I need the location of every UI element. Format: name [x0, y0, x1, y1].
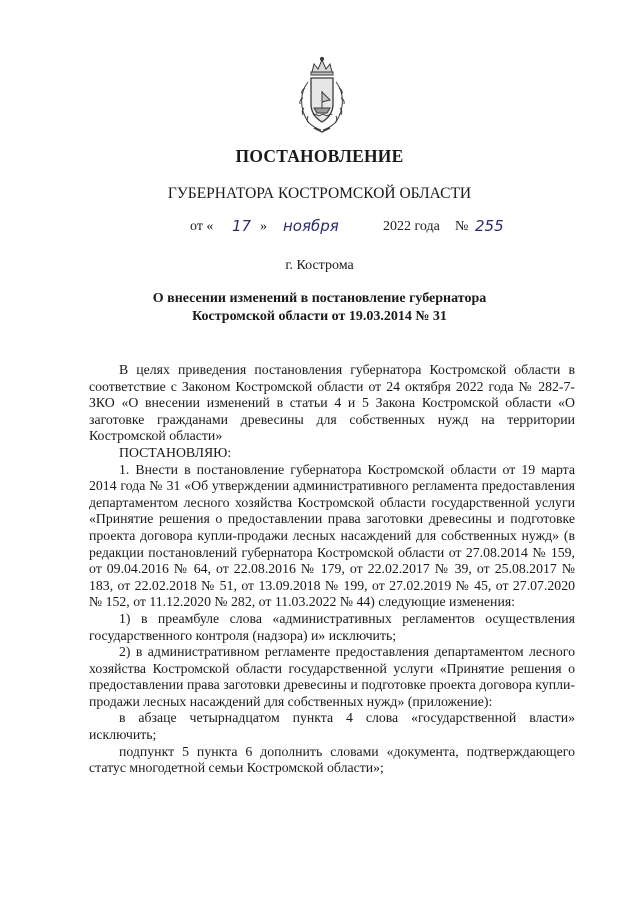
subclause-1-paragraph: 1) в преамбуле слова «административных регламентов осуществления государственного контроля (надзора) и» исключить; — [89, 610, 575, 643]
handwritten-day: 17 — [232, 217, 252, 235]
date-prefix: от « — [190, 219, 214, 234]
issuer-line: ГУБЕРНАТОРА КОСТРОМСКОЙ ОБЛАСТИ — [167, 185, 472, 202]
clause-1-paragraph: 1. Внести в постановление губернатора Костромской области от 19 марта 2014 года № 31 «Об утверждении административного регламента предоставления департаментом лесного хозяйства Костромской области государственной услуги «Принятие решения о предоставлении права заготовки древесины и подготовке проекта договора купли-продажи лесных насаждений для собственных нужд» (в редакции постановлений губернатора Костромской области от 27.08.2014 № 159, от 09.04.2016 № 64, от 22.08.2016 № 179, от 22.02.2017 № 39, от 25.08.2017 № 183, от 22.02.2018 № 51, от 13.09.2018 № 199, от 27.02.2019 № 45, от 27.07.2020 № 152, от 11.12.2020 № 282, от 11.03.2022 № 44) следующие изменения: — [89, 461, 575, 610]
year-text: 2022 года — [383, 219, 440, 234]
subject-line-2: Костромской области от 19.03.2014 № 31 — [192, 309, 447, 324]
subject-line-1: О внесении изменений в постановление губернатора — [152, 291, 487, 306]
handwritten-month: ноября — [283, 217, 339, 235]
preamble-paragraph: В целях приведения постановления губернатора Костромской области в соответствие с Законом Костромской области от 24 октября 2022 года № 282-7-ЗКО «О внесении изменений в статьи 4 и 5 Закона Костромской области «О заготовке гражданами древесины для собственных нужд на территории Костромской области» — [89, 362, 575, 444]
subclause-2-paragraph: 2) в административном регламенте предоставления департаментом лесного хозяйства Костромской области государственной услуги «Принятие решения о предоставлении права заготовки древесины и подготовке проекта договора купли-продажи лесных насаждений для собственных нужд» (приложение): — [89, 644, 575, 709]
date-close-quote: » — [260, 219, 267, 234]
resolve-paragraph: ПОСТАНОВЛЯЮ: — [119, 444, 232, 460]
handwritten-number: 255 — [475, 217, 504, 235]
subject-heading — [0, 290, 639, 326]
document-body — [89, 362, 575, 777]
amendment-paragraph-2: подпункт 5 пункта 6 дополнить словами «документа, подтверждающего статус многодетной семьи Костромской области»; — [89, 743, 575, 776]
city-line: г. Кострома — [285, 258, 354, 273]
number-prefix: № — [455, 219, 469, 234]
document-type-title: ПОСТАНОВЛЕНИЕ — [235, 146, 404, 166]
amendment-paragraph-1: в абзаце четырнадцатом пункта 4 слова «государственной власти» исключить; — [89, 710, 575, 743]
coat-of-arms-icon — [294, 56, 350, 134]
date-number-line — [190, 217, 530, 241]
